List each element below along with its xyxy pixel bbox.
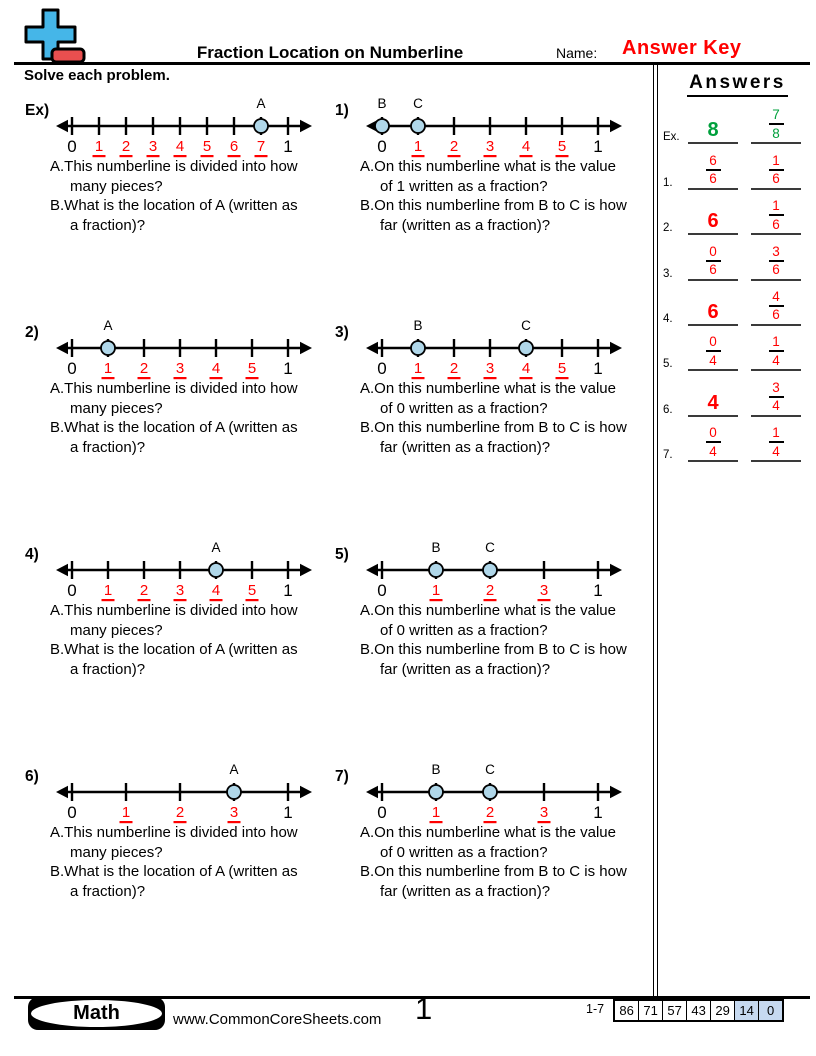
- end-label-one: 1: [593, 137, 603, 156]
- answer-blank-b: [751, 108, 801, 144]
- tick-label-red: 3: [539, 582, 549, 599]
- fraction-bar: [769, 214, 784, 216]
- right-arrow-icon: [610, 786, 622, 798]
- fraction-numerator: 1: [772, 425, 780, 441]
- tick-label-red: 6: [229, 138, 239, 155]
- question-line: B.What is the location of A (written as: [50, 419, 298, 436]
- problem-label: 1): [335, 102, 349, 119]
- fraction-denominator: 4: [709, 352, 717, 368]
- score-area: [586, 999, 784, 1022]
- problem-cell: [25, 762, 335, 984]
- tick-label-red: 4: [211, 360, 221, 377]
- tick-label-red: 3: [175, 582, 185, 599]
- point-letter: A: [103, 318, 113, 333]
- fraction-denominator: 6: [772, 307, 780, 323]
- point-marker: [483, 563, 497, 577]
- column-separator: [653, 62, 658, 996]
- answer-blank-a: [688, 245, 738, 281]
- answer-fraction: [706, 335, 721, 369]
- tick-label-red: 4: [521, 138, 531, 155]
- tick-label-red: 4: [521, 360, 531, 377]
- point-marker: [429, 785, 443, 799]
- numberline-svg: [365, 96, 623, 160]
- answer-blank-b: [751, 426, 801, 462]
- point-marker: [254, 119, 268, 133]
- numberline-svg: [365, 540, 623, 604]
- fraction-numerator: 4: [772, 288, 780, 304]
- point-letter: A: [229, 762, 239, 777]
- end-label-one: 1: [283, 359, 293, 378]
- fraction-denominator: 4: [709, 443, 717, 459]
- answer-blank-b: [751, 199, 801, 235]
- tick-label-red: 3: [485, 138, 495, 155]
- tick-label-red: 4: [211, 582, 221, 599]
- answer-row: [661, 326, 814, 371]
- problem-label: 5): [335, 546, 349, 563]
- problem-label: 6): [25, 768, 39, 785]
- fraction-denominator: 6: [772, 171, 780, 187]
- end-label-one: 1: [283, 137, 293, 156]
- score-cell: 0: [758, 1001, 782, 1020]
- answer-fraction: [769, 290, 784, 324]
- question-block: [360, 157, 653, 235]
- question-block: [50, 601, 335, 679]
- fraction-denominator: 4: [772, 352, 780, 368]
- math-brand-badge: [28, 997, 165, 1030]
- answer-fraction: [769, 199, 784, 233]
- score-cell: 14: [734, 1001, 758, 1020]
- answer-row: [661, 99, 814, 144]
- tick-label-red: 5: [247, 582, 257, 599]
- left-arrow-icon: [366, 564, 378, 576]
- answer-row: [661, 144, 814, 189]
- end-label-zero: 0: [377, 359, 387, 378]
- fraction-denominator: 4: [772, 443, 780, 459]
- problem-cell: [335, 96, 653, 318]
- point-letter: C: [485, 540, 495, 555]
- answer-fraction: [769, 108, 784, 142]
- answer-row-label: 2.: [663, 222, 673, 235]
- fraction-numerator: 6: [709, 152, 717, 168]
- right-arrow-icon: [300, 564, 312, 576]
- end-label-zero: 0: [67, 359, 77, 378]
- question-line: A.On this numberline what is the value: [360, 824, 616, 841]
- tick-label-red: 1: [431, 804, 441, 821]
- question-line: B.What is the location of A (written as: [50, 641, 298, 658]
- point-letter: C: [413, 96, 423, 111]
- fraction-denominator: 6: [709, 171, 717, 187]
- question-line: B.On this numberline from B to C is how: [360, 197, 627, 214]
- question-line: many pieces?: [70, 177, 163, 195]
- end-label-zero: 0: [377, 137, 387, 156]
- tick-label-red: 3: [175, 360, 185, 377]
- question-line: a fraction)?: [70, 216, 146, 234]
- end-label-zero: 0: [377, 803, 387, 822]
- point-letter: B: [377, 96, 387, 111]
- answer-blank-b: [751, 335, 801, 371]
- question-line: far (written as a fraction)?: [380, 660, 551, 678]
- answer-blank-b: [751, 245, 801, 281]
- tick-label-red: 7: [256, 138, 266, 155]
- answer-blank-a: [688, 120, 738, 144]
- tick-label-red: 1: [413, 138, 423, 155]
- problem-cell: [335, 540, 653, 762]
- answer-row-label: Ex.: [663, 131, 680, 144]
- answer-whole: 6: [707, 300, 719, 323]
- answer-row: [661, 417, 814, 462]
- right-arrow-icon: [610, 564, 622, 576]
- question-line: far (written as a fraction)?: [380, 882, 551, 900]
- tick-label-red: 5: [557, 360, 567, 377]
- numberline-svg: [55, 540, 313, 604]
- question-block: [360, 601, 653, 679]
- point-letter: B: [413, 318, 423, 333]
- question-line: B.On this numberline from B to C is how: [360, 863, 627, 880]
- worksheet-title: Fraction Location on Numberline: [196, 43, 464, 62]
- tick-label-red: 2: [485, 804, 495, 821]
- answer-blank-a: [688, 426, 738, 462]
- tick-label-red: 4: [175, 138, 185, 155]
- problem-cell: [25, 318, 335, 540]
- score-cell: 43: [686, 1001, 710, 1020]
- question-line: A.On this numberline what is the value: [360, 380, 616, 397]
- answer-fraction: [769, 426, 784, 460]
- problem-label: 4): [25, 546, 39, 563]
- end-label-one: 1: [283, 803, 293, 822]
- fraction-numerator: 1: [772, 152, 780, 168]
- answer-row-label: 7.: [663, 449, 673, 462]
- question-line: a fraction)?: [70, 438, 146, 456]
- point-marker: [227, 785, 241, 799]
- math-brand-label: Math: [31, 1000, 162, 1027]
- left-arrow-icon: [56, 786, 68, 798]
- left-arrow-icon: [56, 342, 68, 354]
- problem-cell: [335, 762, 653, 984]
- numberline-svg: [55, 96, 313, 160]
- end-label-one: 1: [593, 581, 603, 600]
- question-line: a fraction)?: [70, 660, 146, 678]
- point-marker: [483, 785, 497, 799]
- numberline-svg: [365, 318, 623, 382]
- question-line: of 0 written as a fraction?: [380, 843, 548, 861]
- right-arrow-icon: [300, 786, 312, 798]
- question-block: [50, 823, 335, 901]
- question-line: B.On this numberline from B to C is how: [360, 641, 627, 658]
- left-arrow-icon: [56, 564, 68, 576]
- question-line: B.What is the location of A (written as: [50, 863, 298, 880]
- answer-row: [661, 371, 814, 416]
- point-marker: [519, 341, 533, 355]
- point-marker: [209, 563, 223, 577]
- tick-label-red: 1: [121, 804, 131, 821]
- answers-title: Answers: [687, 72, 788, 97]
- left-arrow-icon: [366, 342, 378, 354]
- point-letter: C: [485, 762, 495, 777]
- numberline-svg: [55, 318, 313, 382]
- question-line: A.This numberline is divided into how: [50, 824, 298, 841]
- answer-blank-a: [688, 335, 738, 371]
- plus-minus-logo-icon: [14, 5, 92, 65]
- point-letter: B: [431, 540, 441, 555]
- question-line: A.On this numberline what is the value: [360, 602, 616, 619]
- point-letter: C: [521, 318, 531, 333]
- right-arrow-icon: [610, 342, 622, 354]
- answer-row-label: 6.: [663, 403, 673, 416]
- answer-blank-a: [688, 154, 738, 190]
- left-arrow-icon: [366, 786, 378, 798]
- question-block: [360, 379, 653, 457]
- answer-fraction: [769, 245, 784, 279]
- problem-label: 7): [335, 768, 349, 785]
- answer-row-label: 3.: [663, 267, 673, 280]
- question-line: A.On this numberline what is the value: [360, 158, 616, 175]
- fraction-denominator: 8: [772, 125, 780, 141]
- answer-whole: 6: [707, 210, 719, 233]
- fraction-numerator: 0: [709, 243, 717, 259]
- question-line: of 1 written as a fraction?: [380, 177, 548, 195]
- answer-whole: 4: [707, 391, 719, 414]
- answer-row: [661, 281, 814, 326]
- score-table: [613, 999, 784, 1022]
- problem-label: 3): [335, 324, 349, 341]
- fraction-numerator: 3: [772, 379, 780, 395]
- answer-blank-a: [688, 211, 738, 235]
- point-marker: [375, 119, 389, 133]
- question-line: far (written as a fraction)?: [380, 438, 551, 456]
- question-line: many pieces?: [70, 621, 163, 639]
- fraction-denominator: 4: [772, 398, 780, 414]
- tick-label-red: 2: [121, 138, 131, 155]
- answer-blank-a: [688, 393, 738, 417]
- answer-row-label: 1.: [663, 176, 673, 189]
- tick-label-red: 2: [139, 582, 149, 599]
- site-url: www.CommonCoreSheets.com: [173, 1011, 382, 1028]
- fraction-numerator: 0: [709, 334, 717, 350]
- question-line: B.On this numberline from B to C is how: [360, 419, 627, 436]
- fraction-denominator: 6: [772, 216, 780, 232]
- problems-grid: [25, 96, 653, 984]
- end-label-one: 1: [593, 803, 603, 822]
- fraction-bar: [706, 441, 721, 443]
- problem-label: 2): [25, 324, 39, 341]
- answer-key-text: Answer Key: [622, 37, 742, 59]
- tick-label-red: 3: [229, 804, 239, 821]
- fraction-denominator: 6: [709, 262, 717, 278]
- end-label-one: 1: [283, 581, 293, 600]
- question-block: [50, 157, 335, 235]
- problem-cell: [335, 318, 653, 540]
- answers-panel: [661, 64, 814, 462]
- tick-label-red: 2: [175, 804, 185, 821]
- tick-label-red: 1: [103, 360, 113, 377]
- end-label-zero: 0: [67, 803, 77, 822]
- question-line: a fraction)?: [70, 882, 146, 900]
- fraction-bar: [769, 441, 784, 443]
- answer-row: [661, 235, 814, 280]
- name-label: Name:: [556, 45, 598, 61]
- numberline-svg: [55, 762, 313, 826]
- answer-row-label: 4.: [663, 312, 673, 325]
- question-line: A.This numberline is divided into how: [50, 602, 298, 619]
- right-arrow-icon: [610, 120, 622, 132]
- answer-row: [661, 190, 814, 235]
- point-marker: [411, 119, 425, 133]
- answer-blank-b: [751, 381, 801, 417]
- numberline-svg: [365, 762, 623, 826]
- end-label-one: 1: [593, 359, 603, 378]
- score-cell: 57: [662, 1001, 686, 1020]
- question-line: A.This numberline is divided into how: [50, 380, 298, 397]
- right-arrow-icon: [300, 120, 312, 132]
- answer-fraction: [706, 154, 721, 188]
- point-letter: A: [256, 96, 266, 111]
- fraction-numerator: 1: [772, 198, 780, 214]
- tick-label-red: 1: [413, 360, 423, 377]
- answer-blank-b: [751, 290, 801, 326]
- question-line: A.This numberline is divided into how: [50, 158, 298, 175]
- tick-label-red: 2: [449, 138, 459, 155]
- answer-blank-a: [688, 302, 738, 326]
- answer-fraction: [769, 154, 784, 188]
- answer-row-label: 5.: [663, 358, 673, 371]
- tick-label-red: 2: [449, 360, 459, 377]
- score-cell: 71: [638, 1001, 662, 1020]
- tick-label-red: 2: [139, 360, 149, 377]
- fraction-numerator: 3: [772, 243, 780, 259]
- tick-label-red: 3: [148, 138, 158, 155]
- question-block: [360, 823, 653, 901]
- tick-label-red: 1: [103, 582, 113, 599]
- tick-label-red: 1: [94, 138, 104, 155]
- question-line: B.What is the location of A (written as: [50, 197, 298, 214]
- question-line: many pieces?: [70, 399, 163, 417]
- question-line: of 0 written as a fraction?: [380, 399, 548, 417]
- tick-label-red: 3: [485, 360, 495, 377]
- tick-label-red: 2: [485, 582, 495, 599]
- score-cell: 86: [619, 1003, 634, 1018]
- fraction-numerator: 1: [772, 334, 780, 350]
- end-label-zero: 0: [67, 581, 77, 600]
- answers-rows: [661, 99, 814, 462]
- answer-whole: 8: [707, 119, 719, 142]
- answer-fraction: [706, 245, 721, 279]
- end-label-zero: 0: [377, 581, 387, 600]
- point-marker: [429, 563, 443, 577]
- question-line: far (written as a fraction)?: [380, 216, 551, 234]
- fraction-numerator: 7: [772, 107, 780, 123]
- page-number: 1: [415, 991, 433, 1026]
- point-letter: B: [431, 762, 441, 777]
- score-cell: 29: [710, 1001, 734, 1020]
- answer-fraction: [706, 426, 721, 460]
- left-arrow-icon: [56, 120, 68, 132]
- answer-fraction: [769, 335, 784, 369]
- tick-label-red: 1: [431, 582, 441, 599]
- answer-fraction: [769, 381, 784, 415]
- tick-label-red: 5: [247, 360, 257, 377]
- score-range-label: 1-7: [586, 1002, 605, 1016]
- tick-label-red: 5: [202, 138, 212, 155]
- right-arrow-icon: [300, 342, 312, 354]
- fraction-denominator: 6: [772, 262, 780, 278]
- question-line: of 0 written as a fraction?: [380, 621, 548, 639]
- problem-label: Ex): [25, 102, 50, 119]
- question-block: [50, 379, 335, 457]
- fraction-numerator: 0: [709, 425, 717, 441]
- end-label-zero: 0: [67, 137, 77, 156]
- answer-blank-b: [751, 154, 801, 190]
- question-line: many pieces?: [70, 843, 163, 861]
- problem-cell: [25, 96, 335, 318]
- problem-cell: [25, 540, 335, 762]
- tick-label-red: 5: [557, 138, 567, 155]
- tick-label-red: 3: [539, 804, 549, 821]
- instructions-text: Solve each problem.: [24, 67, 170, 84]
- point-marker: [411, 341, 425, 355]
- point-letter: A: [211, 540, 221, 555]
- point-marker: [101, 341, 115, 355]
